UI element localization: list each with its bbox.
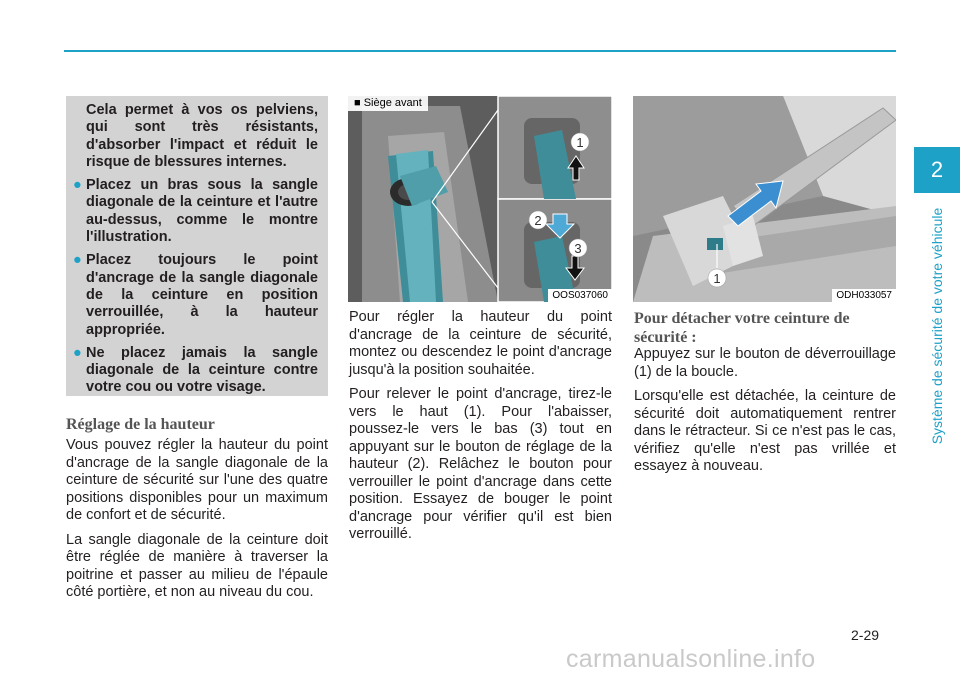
chapter-number-tab: 2 <box>914 147 960 193</box>
section-heading-release: Pour détacher votre ceinture de sécurité : <box>634 310 850 346</box>
callout-1: 1 <box>576 135 584 150</box>
note-bullet: ● Placez toujours le point d'ancrage de la sangle diagonale de la ceinture en position verrouillée, à la hauteur appropriée. <box>73 252 318 338</box>
note-bullet: ● Placez un bras sous la sangle diagonale de la ceinture et l'autre au-dessus, comme le montre l'illustration. <box>73 177 318 246</box>
figure-caption-tag: ■ Siège avant <box>348 96 428 111</box>
bullet-icon: ● <box>73 177 82 194</box>
callout-2: 2 <box>534 213 542 228</box>
figure-anchor-adjust <box>348 96 612 302</box>
note-intro: Cela permet à vos os pelviens, qui sont très résistants, d'absorber l'impact et réduit le risque de blessures internes. <box>86 102 318 170</box>
note-box <box>66 96 328 396</box>
callout-1: 1 <box>713 271 721 286</box>
watermark: carmanualsonline.info <box>566 645 816 673</box>
paragraph: Pour relever le point d'ancrage, tirez-le vers le haut (1). Pour l'abaisser, poussez-le vers le bas (3) tout en appuyant sur le bouton de réglage de la hauteur (2). Relâchez le bouton pour verrouiller le point d'ancrage dans cette position. Essayez de bouger le point d'ancrage pour vérifier qu'il est bien verrouillé. <box>349 386 612 542</box>
chapter-title: Système de sécurité de votre véhicule <box>929 207 945 445</box>
paragraph: Vous pouvez régler la hauteur du point d'ancrage de la sangle diagonale de la ceinture de sécurité sur l'une des quatre positions disponibles pour un maximum de confort et de sécurité. <box>66 437 328 523</box>
note-bullet: ● Ne placez jamais la sangle diagonale de la ceinture contre votre cou ou votre visage. <box>73 344 318 396</box>
note-bullet-list <box>73 177 318 397</box>
seatbelt-anchor-illustration <box>348 96 612 302</box>
left-column-text <box>66 437 328 609</box>
middle-column-text <box>349 309 612 551</box>
paragraph: Appuyez sur le bouton de déverrouillage (1) de la boucle. <box>634 346 896 380</box>
right-column-text <box>634 346 896 483</box>
page-number: 2-29 <box>851 627 880 643</box>
paragraph: Pour régler la hauteur du point d'ancrage de la ceinture de sécurité, montez ou descendez le point d'ancrage jusqu'à la position souhaitée. <box>349 309 612 378</box>
section-heading-height: Réglage de la hauteur <box>66 416 215 433</box>
bullet-icon: ● <box>73 344 82 361</box>
figure-buckle-release <box>633 96 896 302</box>
top-rule <box>64 50 896 52</box>
figure-code: OOS037060 <box>548 289 612 302</box>
figure-code: ODH033057 <box>832 289 896 302</box>
callout-3: 3 <box>574 241 582 256</box>
buckle-release-illustration <box>633 96 896 302</box>
paragraph: La sangle diagonale de la ceinture doit être réglée de manière à traverser la poitrine et passer au milieu de l'épaule côté portière, et non au niveau du cou. <box>66 531 328 600</box>
paragraph: Lorsqu'elle est détachée, la ceinture de sécurité doit automatiquement rentrer dans le rétracteur. Si ce n'est pas le cas, vérifiez qu'elle n'est pas vrillée et essayez à nouveau. <box>634 388 896 474</box>
bullet-icon: ● <box>73 252 82 269</box>
